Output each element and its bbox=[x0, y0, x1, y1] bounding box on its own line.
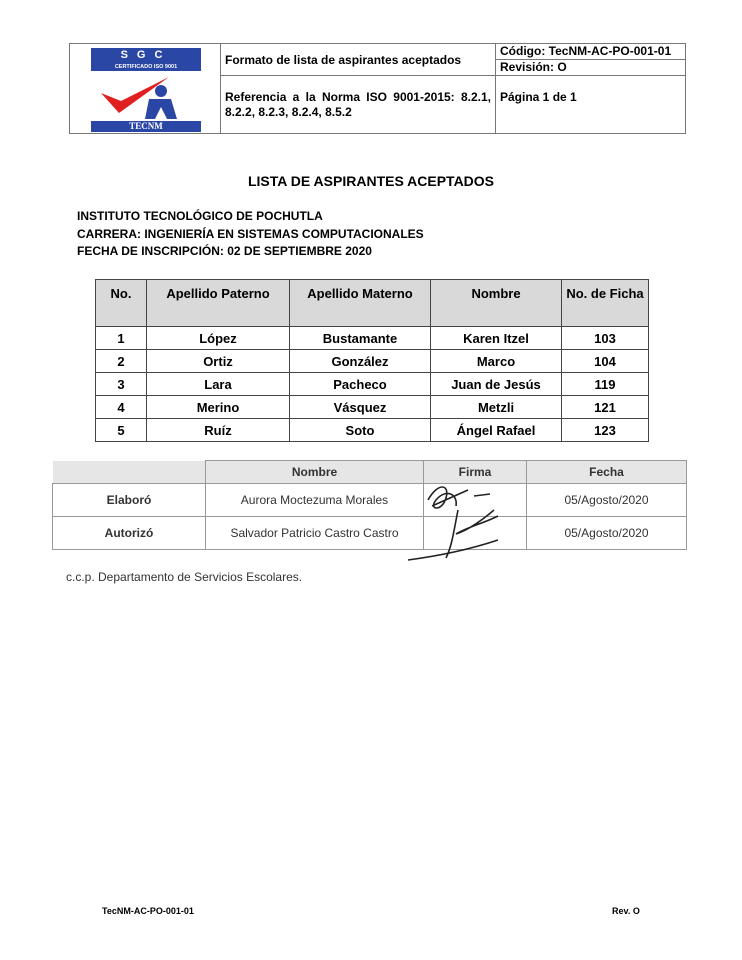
table-cell: González bbox=[290, 350, 431, 373]
document-code: Código: TecNM-AC-PO-001-01 bbox=[496, 44, 685, 60]
table-row bbox=[96, 373, 649, 396]
format-title: Formato de lista de aspirantes aceptados bbox=[221, 44, 496, 76]
column-header: Firma bbox=[424, 461, 527, 484]
signer-name: Salvador Patricio Castro Castro bbox=[206, 517, 424, 550]
applicants-table bbox=[95, 279, 649, 442]
logo-cell bbox=[70, 44, 221, 134]
registration-date: FECHA DE INSCRIPCIÓN: 02 DE SEPTIEMBRE 2020 bbox=[77, 244, 372, 258]
table-cell: 104 bbox=[562, 350, 649, 373]
column-header: Nombre bbox=[431, 280, 562, 327]
table-cell: Ángel Rafael bbox=[431, 419, 562, 442]
signature-row bbox=[53, 484, 687, 517]
career-name: CARRERA: INGENIERÍA EN SISTEMAS COMPUTACIONALES bbox=[77, 227, 424, 241]
handwritten-signature-icon bbox=[398, 470, 528, 570]
logo-certified-text: CERTIFICADO ISO 9001 bbox=[91, 63, 201, 71]
table-row bbox=[96, 396, 649, 419]
table-cell: Lara bbox=[147, 373, 290, 396]
table-cell: Marco bbox=[431, 350, 562, 373]
signatures-table bbox=[52, 460, 687, 550]
sgc-tecnm-logo bbox=[77, 46, 213, 132]
role-label: Autorizó bbox=[53, 517, 206, 550]
table-cell: 4 bbox=[96, 396, 147, 419]
table-cell: Karen Itzel bbox=[431, 327, 562, 350]
table-cell: Merino bbox=[147, 396, 290, 419]
table-cell: 5 bbox=[96, 419, 147, 442]
page-number: Página 1 de 1 bbox=[496, 76, 686, 134]
table-row bbox=[96, 419, 649, 442]
table-cell: Juan de Jesús bbox=[431, 373, 562, 396]
table-cell: Bustamante bbox=[290, 327, 431, 350]
footer-code: TecNM-AC-PO-001-01 bbox=[102, 906, 194, 916]
signer-name: Aurora Moctezuma Morales bbox=[206, 484, 424, 517]
column-header: Apellido Materno bbox=[290, 280, 431, 327]
table-cell: Pacheco bbox=[290, 373, 431, 396]
signature-row bbox=[53, 517, 687, 550]
table-cell: Metzli bbox=[431, 396, 562, 419]
column-header: Apellido Paterno bbox=[147, 280, 290, 327]
page-title: LISTA DE ASPIRANTES ACEPTADOS bbox=[247, 173, 495, 189]
code-revision-cell bbox=[496, 44, 686, 76]
signature-date: 05/Agosto/2020 bbox=[527, 517, 687, 550]
column-header: No. de Ficha bbox=[562, 280, 649, 327]
logo-sgc-text: SGC bbox=[91, 48, 201, 63]
column-header: Nombre bbox=[206, 461, 424, 484]
table-cell: 1 bbox=[96, 327, 147, 350]
institute-name: INSTITUTO TECNOLÓGICO DE POCHUTLA bbox=[77, 209, 323, 223]
table-cell: 3 bbox=[96, 373, 147, 396]
document-revision: Revisión: O bbox=[500, 60, 567, 74]
iso-reference: Referencia a la Norma ISO 9001-2015: 8.2.1, 8.2.2, 8.2.3, 8.2.4, 8.5.2 bbox=[221, 76, 496, 134]
table-row bbox=[96, 327, 649, 350]
table-cell: Soto bbox=[290, 419, 431, 442]
signature-date: 05/Agosto/2020 bbox=[527, 484, 687, 517]
table-row bbox=[96, 350, 649, 373]
table-cell: Vásquez bbox=[290, 396, 431, 419]
table-cell: Ortiz bbox=[147, 350, 290, 373]
column-header: No. bbox=[96, 280, 147, 327]
carbon-copy-note: c.c.p. Departamento de Servicios Escolares. bbox=[66, 570, 303, 584]
table-cell: Ruíz bbox=[147, 419, 290, 442]
checkmark-person-icon bbox=[91, 71, 201, 121]
document-header bbox=[69, 43, 686, 134]
table-cell: 2 bbox=[96, 350, 147, 373]
table-cell: 121 bbox=[562, 396, 649, 419]
table-cell: 119 bbox=[562, 373, 649, 396]
table-cell: 123 bbox=[562, 419, 649, 442]
footer-revision: Rev. O bbox=[612, 906, 640, 916]
table-cell: 103 bbox=[562, 327, 649, 350]
column-header: Fecha bbox=[527, 461, 687, 484]
table-cell: López bbox=[147, 327, 290, 350]
blank-cell bbox=[53, 461, 206, 484]
logo-tecnm-text: TECNM bbox=[91, 121, 201, 132]
role-label: Elaboró bbox=[53, 484, 206, 517]
